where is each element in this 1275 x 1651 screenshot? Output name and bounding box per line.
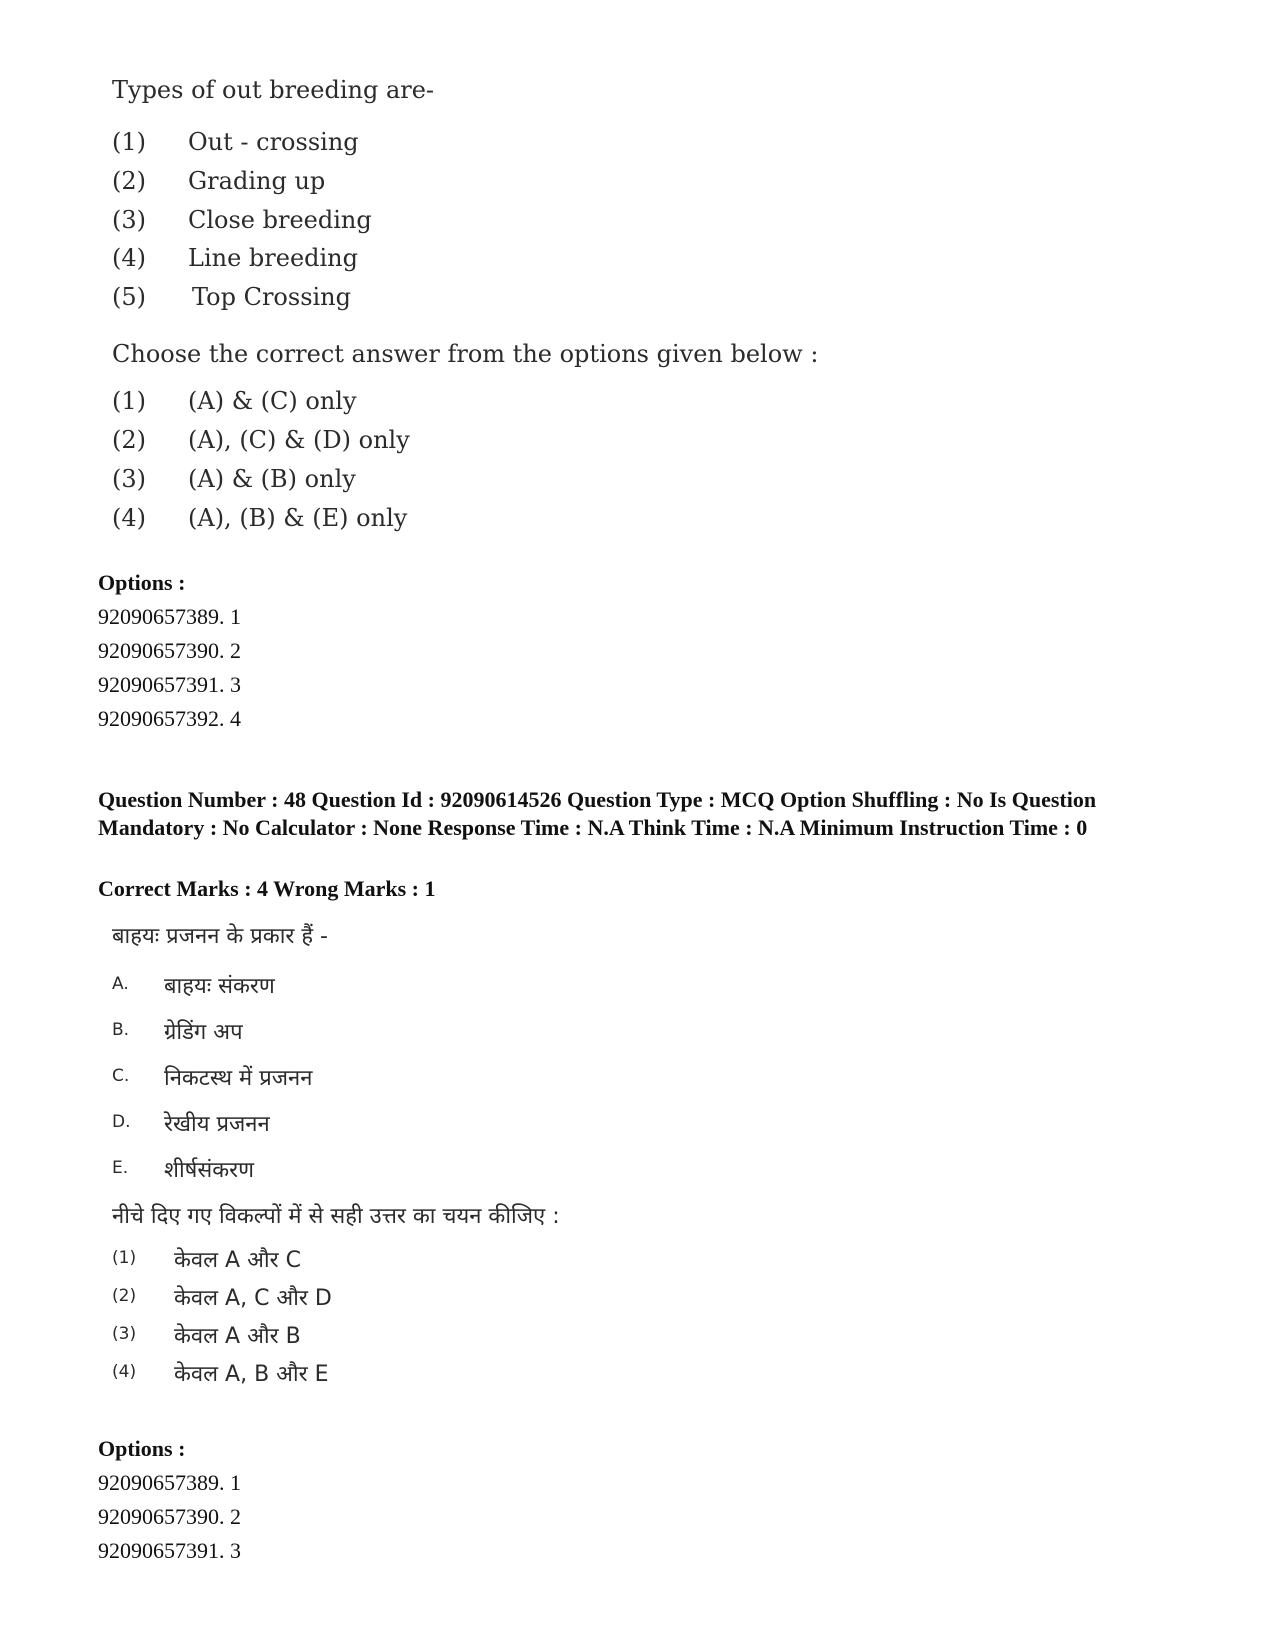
- options-list: [98, 566, 241, 736]
- option-line: 92090657391. 3: [98, 1538, 241, 1563]
- item-text: रेखीय प्रजनन: [164, 1112, 270, 1137]
- choice-number: (2): [112, 1286, 137, 1306]
- option-line: 92090657389. 1: [98, 1470, 241, 1495]
- item-text: निकटस्थ में प्रजनन: [164, 1066, 313, 1091]
- choice-text: केवल A और C: [174, 1248, 301, 1273]
- question-instruction: नीचे दिए गए विकल्पों में से सही उत्तर का चयन कीजिए :: [112, 1204, 560, 1229]
- question-meta: Question Number : 48 Question Id : 92090614526 Question Type : MCQ Option Shuffling : No Is Question Mandatory : No Calculator : None Response Time : N.A Think Time : N.A Minimum Instruction Time : 0: [98, 787, 1097, 840]
- item-text: Close breeding: [188, 206, 372, 234]
- item-number: (1): [112, 128, 146, 156]
- item-text: बाहयः संकरण: [164, 974, 275, 999]
- choice-number: (3): [112, 465, 146, 493]
- item-letter: E.: [112, 1158, 129, 1178]
- question-instruction: Choose the correct answer from the options given below :: [112, 340, 819, 368]
- choice-text: (A) & (C) only: [188, 387, 357, 415]
- option-line: 92090657392. 4: [98, 706, 241, 731]
- item-letter: C.: [112, 1066, 130, 1086]
- marks-info: Correct Marks : 4 Wrong Marks : 1: [98, 876, 436, 901]
- choice-number: (4): [112, 504, 146, 532]
- item-number: (3): [112, 206, 146, 234]
- choice-text: केवल A, C और D: [174, 1286, 332, 1311]
- item-number: (2): [112, 167, 146, 195]
- choice-number: (4): [112, 1362, 137, 1382]
- options-list: [98, 1432, 241, 1568]
- choice-number: (1): [112, 387, 146, 415]
- options-label: Options :: [98, 570, 186, 595]
- options-label: Options :: [98, 1436, 186, 1461]
- item-letter: B.: [112, 1020, 130, 1040]
- item-text: Top Crossing: [192, 283, 351, 311]
- choice-text: केवल A, B और E: [174, 1362, 329, 1387]
- question-stem: Types of out breeding are-: [112, 76, 435, 104]
- item-number: (4): [112, 244, 146, 272]
- choice-text: (A) & (B) only: [188, 465, 356, 493]
- item-text: शीर्षसंकरण: [164, 1158, 255, 1183]
- item-text: Line breeding: [188, 244, 359, 272]
- option-line: 92090657390. 2: [98, 638, 241, 663]
- item-text: ग्रेडिंग अप: [164, 1020, 243, 1045]
- choice-text: (A), (C) & (D) only: [188, 426, 410, 454]
- item-letter: A.: [112, 974, 129, 994]
- option-line: 92090657390. 2: [98, 1504, 241, 1529]
- choice-text: केवल A और B: [174, 1324, 301, 1349]
- choice-number: (1): [112, 1248, 137, 1268]
- choice-number: (3): [112, 1324, 137, 1344]
- choice-text: (A), (B) & (E) only: [188, 504, 408, 532]
- option-line: 92090657391. 3: [98, 672, 241, 697]
- choice-number: (2): [112, 426, 146, 454]
- question-stem: बाहयः प्रजनन के प्रकार हैं -: [112, 924, 329, 949]
- item-letter: D.: [112, 1112, 131, 1132]
- item-text: Grading up: [188, 167, 326, 195]
- item-text: Out - crossing: [188, 128, 359, 156]
- option-line: 92090657389. 1: [98, 604, 241, 629]
- item-number: (5): [112, 283, 146, 311]
